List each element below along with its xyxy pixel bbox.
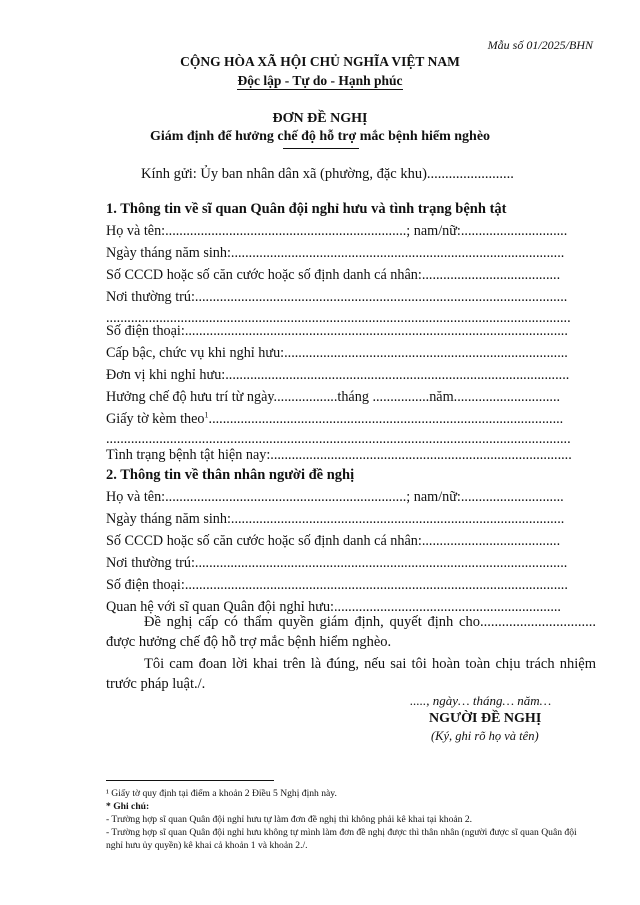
document-subtitle: Giám định để hưởng chế độ hỗ trợ mắc bệnh hiểm nghèo (149, 129, 491, 144)
s2-birth-date-field[interactable]: Ngày tháng năm sinh:.............................................................................................. (106, 511, 565, 527)
motto-text: Độc lập - Tự do - Hạnh phúc (237, 73, 403, 88)
s1-pension-start-field[interactable]: Hưởng chế độ hưu trí từ ngày..................tháng ................năm.............................. (106, 389, 561, 405)
s1-id-number-field[interactable]: Số CCCD hoặc số căn cước hoặc số định danh cá nhân:....................................... (106, 267, 561, 283)
s1-residence-field[interactable]: Nơi thường trú:......................................................................................................... (106, 289, 568, 305)
footnote-1: ¹ Giấy tờ quy định tại điểm a khoản 2 Điều 5 Nghị định này. (106, 788, 337, 799)
note-heading: * Ghi chú: (106, 801, 150, 812)
s1-phone-field[interactable]: Số điện thoại:............................................................................................................ (106, 323, 568, 339)
signature-date-line[interactable]: ....., ngày… tháng… năm… (410, 693, 552, 708)
note-2: - Trường hợp sĩ quan Quân đội nghỉ hưu không tự mình làm đơn đề nghị được thì thân nhân (người được sĩ quan Quân đội nghỉ hưu ủy quyền) kê khai cả khoản 1 và khoản 2./. (106, 827, 577, 851)
signature-title: NGƯỜI ĐỀ NGHỊ (429, 711, 542, 726)
subtitle-underline (283, 148, 359, 149)
national-motto (0, 73, 640, 89)
form-number: Mẫu số 01/2025/BHN (487, 38, 593, 52)
attachments-label: Giấy tờ kèm theo (106, 411, 205, 427)
footnote-divider (106, 780, 274, 781)
s1-residence-field-cont[interactable]: ................................................................................................................................... (106, 310, 571, 326)
section2-heading: 2. Thông tin về thân nhân người đề nghị (106, 467, 355, 483)
s2-full-name-field[interactable]: Họ và tên:....................................................................; nam/nữ:............................. (106, 489, 564, 505)
s2-relationship-field[interactable]: Quan hệ với sĩ quan Quân đội nghỉ hưu:................................................................ (106, 599, 561, 615)
attachments-dots: .................................................................................................... (208, 411, 564, 427)
s1-attachments-field[interactable] (106, 411, 594, 428)
s1-birth-date-field[interactable]: Ngày tháng năm sinh:.............................................................................................. (106, 245, 565, 261)
recipient-line: Kính gửi: Ủy ban nhân dân xã (phường, đặc khu)........................ (141, 166, 514, 182)
s1-full-name-field[interactable]: Họ và tên:....................................................................; nam/nữ:.............................. (106, 223, 568, 239)
note-1: - Trường hợp sĩ quan Quân đội nghỉ hưu tự làm đơn đề nghị thì không phải kê khai tại khoản 2. (106, 814, 473, 825)
s1-unit-field[interactable]: Đơn vị khi nghỉ hưu:................................................................................................. (106, 367, 570, 383)
s1-health-status-field[interactable]: Tình trạng bệnh tật hiện nay:..................................................................................... (106, 447, 572, 463)
national-title: CỘNG HÒA XÃ HỘI CHỦ NGHĨA VIỆT NAM (180, 54, 460, 69)
signature-note: (Ký, ghi rõ họ và tên) (431, 729, 539, 743)
s1-rank-position-field[interactable]: Cấp bậc, chức vụ khi nghỉ hưu:................................................................................ (106, 345, 568, 361)
section1-heading: 1. Thông tin về sĩ quan Quân đội nghỉ hưu và tình trạng bệnh tật (106, 201, 507, 217)
document-title: ĐƠN ĐỀ NGHỊ (272, 111, 368, 126)
s1-attachments-field-cont[interactable]: ................................................................................................................................... (106, 431, 571, 447)
s2-residence-field[interactable]: Nơi thường trú:......................................................................................................... (106, 555, 568, 571)
footnote-ref-1: 1 (204, 411, 209, 420)
s2-phone-field[interactable]: Số điện thoại:............................................................................................................ (106, 577, 568, 593)
s2-id-number-field[interactable]: Số CCCD hoặc số căn cước hoặc số định danh cá nhân:....................................... (106, 533, 561, 549)
commitment-paragraph: Tôi cam đoan lời khai trên là đúng, nếu sai tôi hoàn toàn chịu trách nhiệm trước pháp luật./. (106, 656, 596, 692)
request-paragraph: Đề nghị cấp có thẩm quyền giám định, quyết định cho................................ được hưởng chế độ hỗ trợ mắc bệnh hiểm nghèo. (106, 614, 596, 650)
